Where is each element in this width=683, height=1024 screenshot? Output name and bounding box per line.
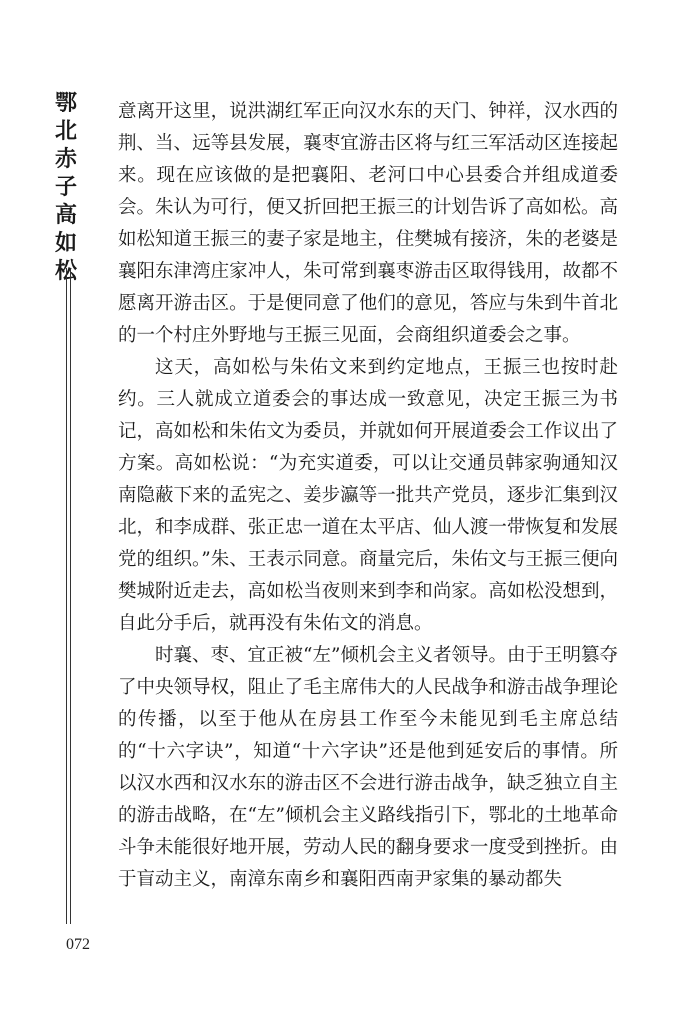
running-title-char: 子 bbox=[54, 175, 77, 200]
paragraph: 这天，高如松与朱佑文来到约定地点，王振三也按时赴约。三人就成立道委会的事达成一致意见，决定王振三为书记，高如松和朱佑文为委员，并就如何开展道委会工作议出了方案。高如松说：“为充实道委，可以让交通员韩家驹通知汉南隐蔽下来的孟宪之、姜步瀛等一批共产党员，逐步汇集到汉北，和李成群、张正忠一道在太平店、仙人渡一带恢复和发展党的组织。”朱、王表示同意。商量完后，朱佑文与王振三便向樊城附近走去，高如松当夜则来到李和尚家。高如松没想到，自此分手后，就再没有朱佑文的消息。 bbox=[118, 357, 618, 634]
running-title-char: 北 bbox=[54, 119, 77, 144]
running-title-char: 松 bbox=[54, 259, 77, 284]
paragraph-continued: 意离开这里，说洪湖红军正向汉水东的天门、钟祥，汉水西的荆、当、远等县发展，襄枣宜游击区将与红三军活动区连接起来。现在应该做的是把襄阳、老河口中心县委合并组成道委会。朱认为可行，便又折回把王振三的计划告诉了高如松。高如松知道王振三的妻子家是地主，住樊城有接济，朱的老婆是襄阳东津湾庄家冲人，朱可常到襄枣游击区取得钱用，故都不愿离开游击区。于是便同意了他们的意见，答应与朱到牛首北的一个村庄外野地与王振三见面，会商组织道委会之事。 bbox=[118, 101, 618, 346]
body-text bbox=[118, 96, 618, 896]
running-title-char: 鄂 bbox=[54, 91, 77, 116]
running-title-char: 如 bbox=[54, 231, 77, 256]
running-title bbox=[54, 90, 78, 286]
paragraph: 时襄、枣、宜正被“左”倾机会主义者领导。由于王明篡夺了中央领导权，阻止了毛主席伟大的人民战争和游击战争理论的传播，以至于他从在房县工作至今未能见到毛主席总结的“十六字诀”，知道“十六字诀”还是他到延安后的事情。所以汉水西和汉水东的游击区不会进行游击战争，缺乏独立自主的游击战略，在“左”倾机会主义路线指引下，鄂北的土地革命斗争未能很好地开展，劳动人民的翻身要求一度受到挫折。由于盲动主义，南漳东南乡和襄阳西南尹家集的暴动都失 bbox=[118, 645, 618, 890]
page-number: 072 bbox=[66, 936, 90, 953]
running-title-char: 高 bbox=[54, 203, 77, 228]
running-title-char: 赤 bbox=[54, 147, 77, 172]
margin-double-rule bbox=[66, 268, 67, 924]
